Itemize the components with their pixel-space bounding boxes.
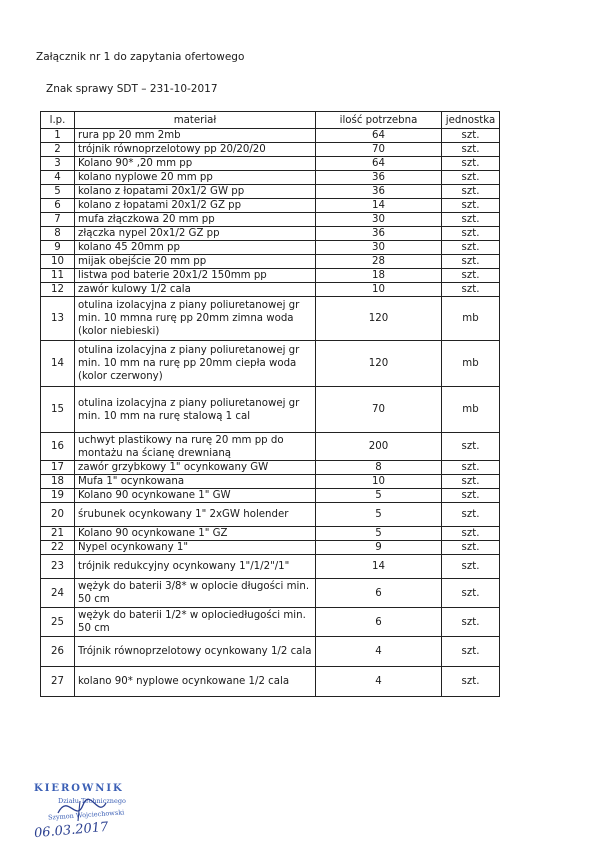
cell-lp: 8 bbox=[41, 227, 75, 241]
cell-quantity: 5 bbox=[316, 489, 442, 503]
cell-lp: 3 bbox=[41, 157, 75, 171]
table-row bbox=[41, 579, 500, 608]
table-row bbox=[41, 475, 500, 489]
signature-scribble bbox=[28, 783, 148, 843]
cell-lp: 2 bbox=[41, 143, 75, 157]
cell-quantity: 14 bbox=[316, 199, 442, 213]
cell-quantity: 28 bbox=[316, 255, 442, 269]
cell-unit: szt. bbox=[442, 241, 500, 255]
cell-material: Trójnik równoprzelotowy ocynkowany 1/2 cala bbox=[75, 637, 316, 667]
cell-unit: szt. bbox=[442, 199, 500, 213]
cell-lp: 4 bbox=[41, 171, 75, 185]
cell-unit: szt. bbox=[442, 213, 500, 227]
handwritten-date: 06.03.2017 bbox=[33, 819, 109, 842]
table-row bbox=[41, 608, 500, 637]
stamp-name: Szymon Wojciechowski bbox=[47, 808, 125, 822]
cell-quantity: 36 bbox=[316, 185, 442, 199]
cell-material: Kolano 90* ,20 mm pp bbox=[75, 157, 316, 171]
cell-quantity: 6 bbox=[316, 608, 442, 637]
cell-quantity: 10 bbox=[316, 283, 442, 297]
cell-lp: 20 bbox=[41, 503, 75, 527]
cell-material: Kolano 90 ocynkowane 1" GZ bbox=[75, 527, 316, 541]
cell-quantity: 120 bbox=[316, 297, 442, 341]
cell-lp: 6 bbox=[41, 199, 75, 213]
table-row bbox=[41, 637, 500, 667]
column-header-quantity: ilość potrzebna bbox=[316, 112, 442, 129]
cell-material: otulina izolacyjna z piany poliuretanowej gr min. 10 mmna rurę pp 20mm zimna woda (kolor niebieski) bbox=[75, 297, 316, 341]
cell-unit: mb bbox=[442, 341, 500, 387]
cell-quantity: 9 bbox=[316, 541, 442, 555]
cell-material: rura pp 20 mm 2mb bbox=[75, 129, 316, 143]
cell-quantity: 36 bbox=[316, 171, 442, 185]
cell-quantity: 18 bbox=[316, 269, 442, 283]
cell-quantity: 70 bbox=[316, 143, 442, 157]
cell-lp: 17 bbox=[41, 461, 75, 475]
cell-material: złączka nypel 20x1/2 GZ pp bbox=[75, 227, 316, 241]
table-row bbox=[41, 269, 500, 283]
cell-lp: 27 bbox=[41, 667, 75, 697]
table-row bbox=[41, 489, 500, 503]
cell-unit: szt. bbox=[442, 433, 500, 461]
stamp-department: Działu Technicznego bbox=[58, 797, 126, 805]
cell-material: mijak obejście 20 mm pp bbox=[75, 255, 316, 269]
column-header-material: materiał bbox=[75, 112, 316, 129]
table-row bbox=[41, 503, 500, 527]
cell-material: śrubunek ocynkowany 1" 2xGW holender bbox=[75, 503, 316, 527]
cell-material: zawór grzybkowy 1" ocynkowany GW bbox=[75, 461, 316, 475]
column-header-lp: l.p. bbox=[41, 112, 75, 129]
cell-lp: 12 bbox=[41, 283, 75, 297]
cell-unit: szt. bbox=[442, 171, 500, 185]
cell-material: Kolano 90 ocynkowane 1" GW bbox=[75, 489, 316, 503]
cell-quantity: 8 bbox=[316, 461, 442, 475]
cell-material: Nypel ocynkowany 1" bbox=[75, 541, 316, 555]
cell-material: otulina izolacyjna z piany poliuretanowej gr min. 10 mm na rurę pp 20mm ciepła woda (kolor czerwony) bbox=[75, 341, 316, 387]
cell-unit: szt. bbox=[442, 637, 500, 667]
cell-lp: 18 bbox=[41, 475, 75, 489]
cell-material: mufa złączkowa 20 mm pp bbox=[75, 213, 316, 227]
table-row bbox=[41, 143, 500, 157]
document-title: Załącznik nr 1 do zapytania ofertowego bbox=[36, 51, 245, 63]
cell-quantity: 4 bbox=[316, 637, 442, 667]
table-row bbox=[41, 341, 500, 387]
cell-material: Mufa 1" ocynkowana bbox=[75, 475, 316, 489]
cell-material: kolano z łopatami 20x1/2 GW pp bbox=[75, 185, 316, 199]
table-row bbox=[41, 157, 500, 171]
cell-lp: 26 bbox=[41, 637, 75, 667]
cell-unit: szt. bbox=[442, 157, 500, 171]
cell-lp: 11 bbox=[41, 269, 75, 283]
cell-lp: 7 bbox=[41, 213, 75, 227]
cell-unit: szt. bbox=[442, 475, 500, 489]
table-row bbox=[41, 461, 500, 475]
cell-quantity: 36 bbox=[316, 227, 442, 241]
cell-unit: szt. bbox=[442, 667, 500, 697]
cell-material: kolano nyplowe 20 mm pp bbox=[75, 171, 316, 185]
cell-quantity: 64 bbox=[316, 157, 442, 171]
cell-material: trójnik równoprzelotowy pp 20/20/20 bbox=[75, 143, 316, 157]
table-row bbox=[41, 227, 500, 241]
cell-quantity: 30 bbox=[316, 213, 442, 227]
stamp-title: KIEROWNIK bbox=[34, 783, 124, 794]
cell-unit: szt. bbox=[442, 555, 500, 579]
table-row bbox=[41, 255, 500, 269]
cell-unit: szt. bbox=[442, 255, 500, 269]
case-reference: Znak sprawy SDT – 231-10-2017 bbox=[46, 83, 218, 95]
cell-lp: 23 bbox=[41, 555, 75, 579]
cell-quantity: 5 bbox=[316, 527, 442, 541]
table-row bbox=[41, 387, 500, 433]
table-row bbox=[41, 241, 500, 255]
cell-lp: 16 bbox=[41, 433, 75, 461]
materials-table bbox=[40, 111, 500, 697]
cell-lp: 10 bbox=[41, 255, 75, 269]
cell-lp: 13 bbox=[41, 297, 75, 341]
cell-unit: szt. bbox=[442, 527, 500, 541]
cell-lp: 1 bbox=[41, 129, 75, 143]
cell-unit: szt. bbox=[442, 608, 500, 637]
cell-lp: 21 bbox=[41, 527, 75, 541]
column-header-unit: jednostka bbox=[442, 112, 500, 129]
cell-material: kolano 45 20mm pp bbox=[75, 241, 316, 255]
cell-material: listwa pod baterie 20x1/2 150mm pp bbox=[75, 269, 316, 283]
cell-material: kolano 90* nyplowe ocynkowane 1/2 cala bbox=[75, 667, 316, 697]
cell-unit: szt. bbox=[442, 269, 500, 283]
official-stamp bbox=[28, 783, 148, 843]
cell-material: otulina izolacyjna z piany poliuretanowej gr min. 10 mm na rurę stalową 1 cal bbox=[75, 387, 316, 433]
cell-material: wężyk do baterii 3/8* w oplocie długości min. 50 cm bbox=[75, 579, 316, 608]
cell-material: trójnik redukcyjny ocynkowany 1"/1/2"/1" bbox=[75, 555, 316, 579]
table-row bbox=[41, 667, 500, 697]
cell-unit: mb bbox=[442, 297, 500, 341]
cell-quantity: 64 bbox=[316, 129, 442, 143]
cell-quantity: 70 bbox=[316, 387, 442, 433]
table-row bbox=[41, 297, 500, 341]
cell-lp: 15 bbox=[41, 387, 75, 433]
cell-lp: 24 bbox=[41, 579, 75, 608]
cell-unit: szt. bbox=[442, 143, 500, 157]
cell-unit: szt. bbox=[442, 541, 500, 555]
cell-unit: szt. bbox=[442, 185, 500, 199]
cell-lp: 19 bbox=[41, 489, 75, 503]
table-header-row bbox=[41, 112, 500, 129]
materials-table-container bbox=[40, 111, 500, 697]
cell-unit: szt. bbox=[442, 489, 500, 503]
cell-quantity: 200 bbox=[316, 433, 442, 461]
cell-quantity: 4 bbox=[316, 667, 442, 697]
table-row bbox=[41, 283, 500, 297]
table-row bbox=[41, 185, 500, 199]
cell-quantity: 14 bbox=[316, 555, 442, 579]
cell-unit: szt. bbox=[442, 227, 500, 241]
cell-quantity: 5 bbox=[316, 503, 442, 527]
cell-lp: 5 bbox=[41, 185, 75, 199]
cell-unit: szt. bbox=[442, 461, 500, 475]
cell-quantity: 120 bbox=[316, 341, 442, 387]
cell-unit: szt. bbox=[442, 579, 500, 608]
cell-lp: 14 bbox=[41, 341, 75, 387]
cell-unit: szt. bbox=[442, 129, 500, 143]
cell-unit: szt. bbox=[442, 503, 500, 527]
table-row bbox=[41, 129, 500, 143]
cell-material: wężyk do baterii 1/2* w oplociedługości min. 50 cm bbox=[75, 608, 316, 637]
cell-unit: szt. bbox=[442, 283, 500, 297]
cell-lp: 25 bbox=[41, 608, 75, 637]
cell-unit: mb bbox=[442, 387, 500, 433]
cell-lp: 9 bbox=[41, 241, 75, 255]
table-row bbox=[41, 527, 500, 541]
cell-lp: 22 bbox=[41, 541, 75, 555]
table-row bbox=[41, 171, 500, 185]
cell-quantity: 30 bbox=[316, 241, 442, 255]
table-row bbox=[41, 213, 500, 227]
table-body bbox=[41, 129, 500, 697]
table-row bbox=[41, 555, 500, 579]
cell-material: zawór kulowy 1/2 cala bbox=[75, 283, 316, 297]
table-row bbox=[41, 199, 500, 213]
cell-quantity: 10 bbox=[316, 475, 442, 489]
cell-material: uchwyt plastikowy na rurę 20 mm pp do montażu na ścianę drewnianą bbox=[75, 433, 316, 461]
cell-material: kolano z łopatami 20x1/2 GZ pp bbox=[75, 199, 316, 213]
table-row bbox=[41, 541, 500, 555]
table-row bbox=[41, 433, 500, 461]
cell-quantity: 6 bbox=[316, 579, 442, 608]
